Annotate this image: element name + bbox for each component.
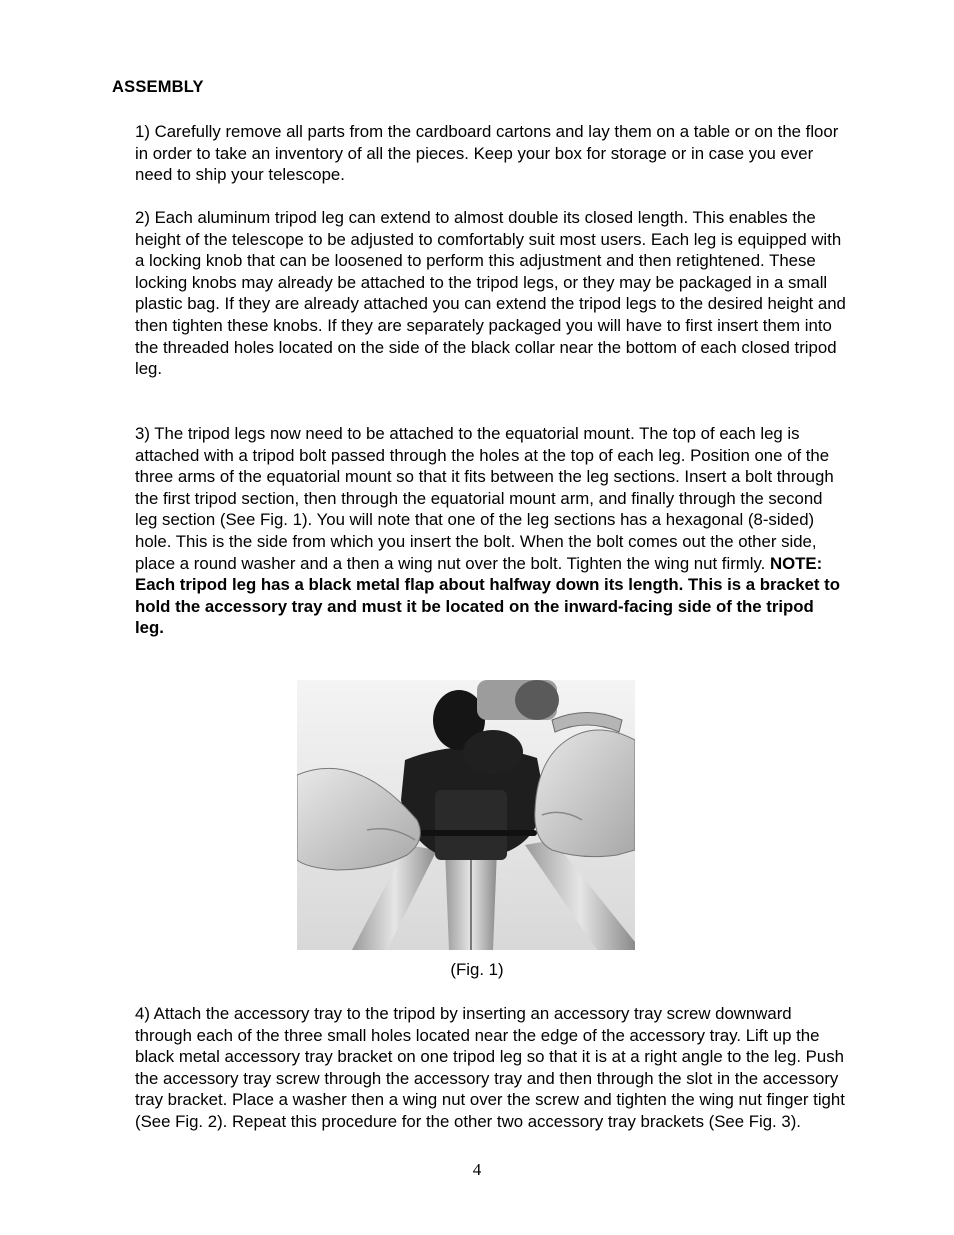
tripod-photo-illustration — [297, 680, 635, 950]
paragraph-step-1: 1) Carefully remove all parts from the cardboard cartons and lay them on a table or on the floor in order to take an inventory of all the pieces. Keep your box for storage or in case you ever need to ship your telescope. — [135, 122, 839, 185]
paragraph-step-3 — [135, 423, 847, 639]
page-number: 4 — [472, 1160, 482, 1179]
step-3-text: 3) The tripod legs now need to be attached to the equatorial mount. The top of each leg is attached with a tripod bolt passed through the holes at the top of each leg. Position one of the three arms of the equatorial mount so that it fits between the leg sections. Insert a bolt through the first tripod section, then through the equatorial mount arm, and finally through the second leg section (See Fig. 1). You will note that one of the leg sections has a hexagonal (8-sided) hole. This is the side from which you insert the bolt. When the bolt comes out the other side, place a round washer and a then a wing nut over the bolt. Tighten the wing nut firmly. — [135, 424, 834, 573]
step-3-note: NOTE: Each tripod leg has a black metal flap about halfway down its length. This is a bracket to hold the accessory tray and must it be located on the inward-facing side of the tripod leg. — [135, 553, 840, 638]
paragraph-step-4: 4) Attach the accessory tray to the tripod by inserting an accessory tray screw downward through each of the three small holes located near the edge of the accessory tray. Lift up the black metal accessory tray bracket on one tripod leg so that it is at a right angle to the leg. Push the accessory tray screw through the accessory tray and then through the slot in the accessory tray bracket. Place a washer then a wing nut over the screw and tighten the wing nut finger tight (See Fig. 2). Repeat this procedure for the other two accessory tray brackets (See Fig. 3). — [135, 1004, 845, 1131]
figure-caption: (Fig. 1) — [450, 960, 504, 979]
figure-tripod-assembly-photo — [297, 680, 635, 950]
paragraph-step-2: 2) Each aluminum tripod leg can extend to almost double its closed length. This enables the height of the telescope to be adjusted to comfortably suit most users. Each leg is equipped with a locking knob that can be loosened to perform this adjustment and then retightened. These locking knobs may already be attached to the tripod legs, or they may be packaged in a small plastic bag. If they are already attached you can extend the tripod legs to the desired height and then tighten these knobs. If they are separately packaged you will have to first insert them into the threaded holes located on the side of the black collar near the bottom of each closed tripod leg. — [135, 208, 846, 379]
section-heading: ASSEMBLY — [112, 78, 204, 96]
